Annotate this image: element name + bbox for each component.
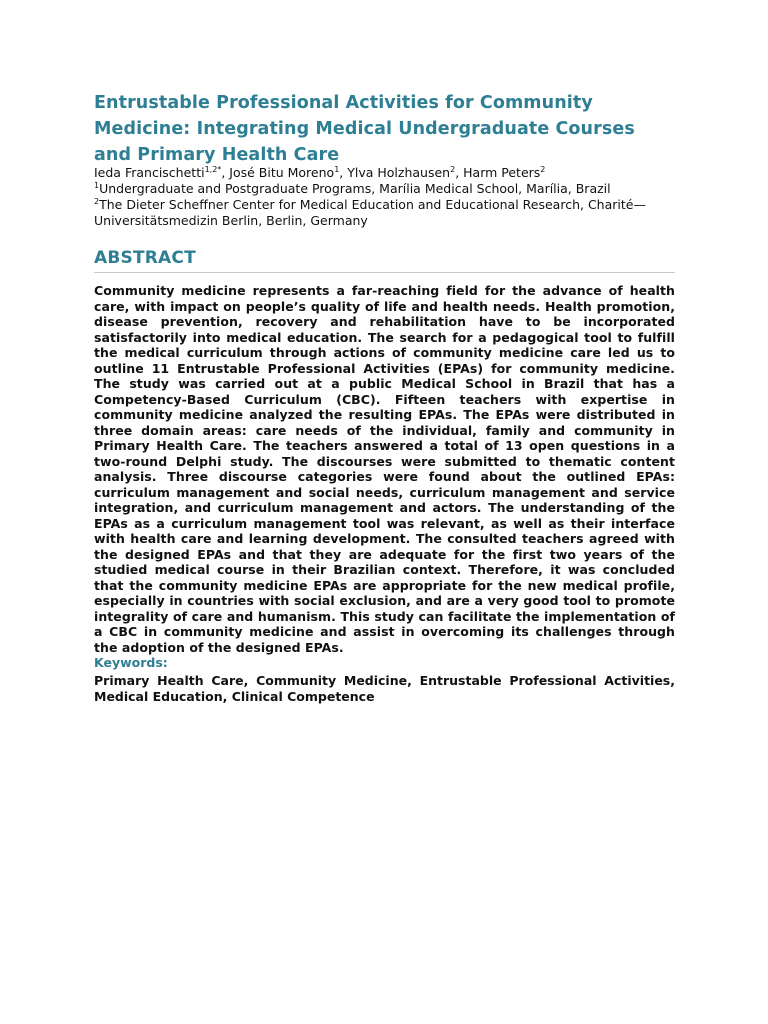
author-superscript: 2: [450, 164, 456, 174]
author-name: Harm Peters: [463, 165, 541, 180]
affiliation-superscript: 2: [94, 196, 100, 206]
abstract-text: Community medicine represents a far-reaching field for the advance of health care, with impact on people’s quality of life and health needs. Health promotion, disease prevention, recovery and rehabilitation have to be incorporated satisfactorily into medical education. The search for a pedagogical tool to fulfill the medical curriculum through actions of community medicine care led us to outline 11 Entrustable Professional Activities (EPAs) for community medicine. The study was carried out at a public Medical School in Brazil that has a Competency-Based Curriculum (CBC). Fifteen teachers with expertise in community medicine analyzed the resulting EPAs. The EPAs were distributed in three domain areas: care needs of the individual, family and community in Primary Health Care. The teachers answered a total of 13 open questions in a two-round Delphi study. The discourses were submitted to thematic content analysis. Three discourse categories were found about the outlined EPAs: curriculum management and social needs, curriculum management and service integration, and curriculum management and actors. The understanding of the EPAs as a curriculum management tool was relevant, as well as their interface with health care and learning development. The consulted teachers agreed with the designed EPAs and that they are adequate for the first two years of the studied medical course in their Brazilian context. Therefore, it was concluded that the community medicine EPAs are appropriate for the new medical profile, especially in countries with social exclusion, and are a very good tool to promote integrality of care and humanism. This study can facilitate the implementation of a CBC in community medicine and assist in overcoming its challenges through the adoption of the designed EPAs.: [94, 283, 675, 655]
author-superscript: 1: [334, 164, 340, 174]
author-separator: ,: [339, 165, 348, 180]
author-name: José Bitu Moreno: [229, 165, 335, 180]
author-separator: ,: [221, 165, 230, 180]
keywords-label: Keywords:: [94, 655, 168, 670]
author-superscript: 1,2*: [204, 164, 222, 174]
affiliation-1: [94, 181, 675, 197]
affiliation-2: [94, 197, 675, 229]
author-name: Ylva Holzhausen: [347, 165, 451, 180]
section-divider: [94, 272, 675, 273]
affiliation-text: The Dieter Scheffner Center for Medical Education and Educational Research, Charité—Universitätsmedizin Berlin, Berlin, Germany: [94, 197, 646, 228]
author-list: [94, 165, 675, 181]
author-separator: ,: [455, 165, 464, 180]
author-superscript: 2: [540, 164, 546, 174]
affiliation-superscript: 1: [94, 180, 100, 190]
keywords-text: Primary Health Care, Community Medicine, Entrustable Professional Activities, Medical Education, Clinical Competence: [94, 673, 675, 704]
article-title: Entrustable Professional Activities for Community Medicine: Integrating Medical Undergraduate Courses and Primary Health Care: [94, 93, 635, 165]
affiliation-text: Undergraduate and Postgraduate Programs, Marília Medical School, Marília, Brazil: [99, 181, 611, 196]
author-name: Ieda Francischetti: [94, 165, 205, 180]
article-content: [94, 90, 675, 704]
abstract-heading: ABSTRACT: [94, 248, 196, 268]
